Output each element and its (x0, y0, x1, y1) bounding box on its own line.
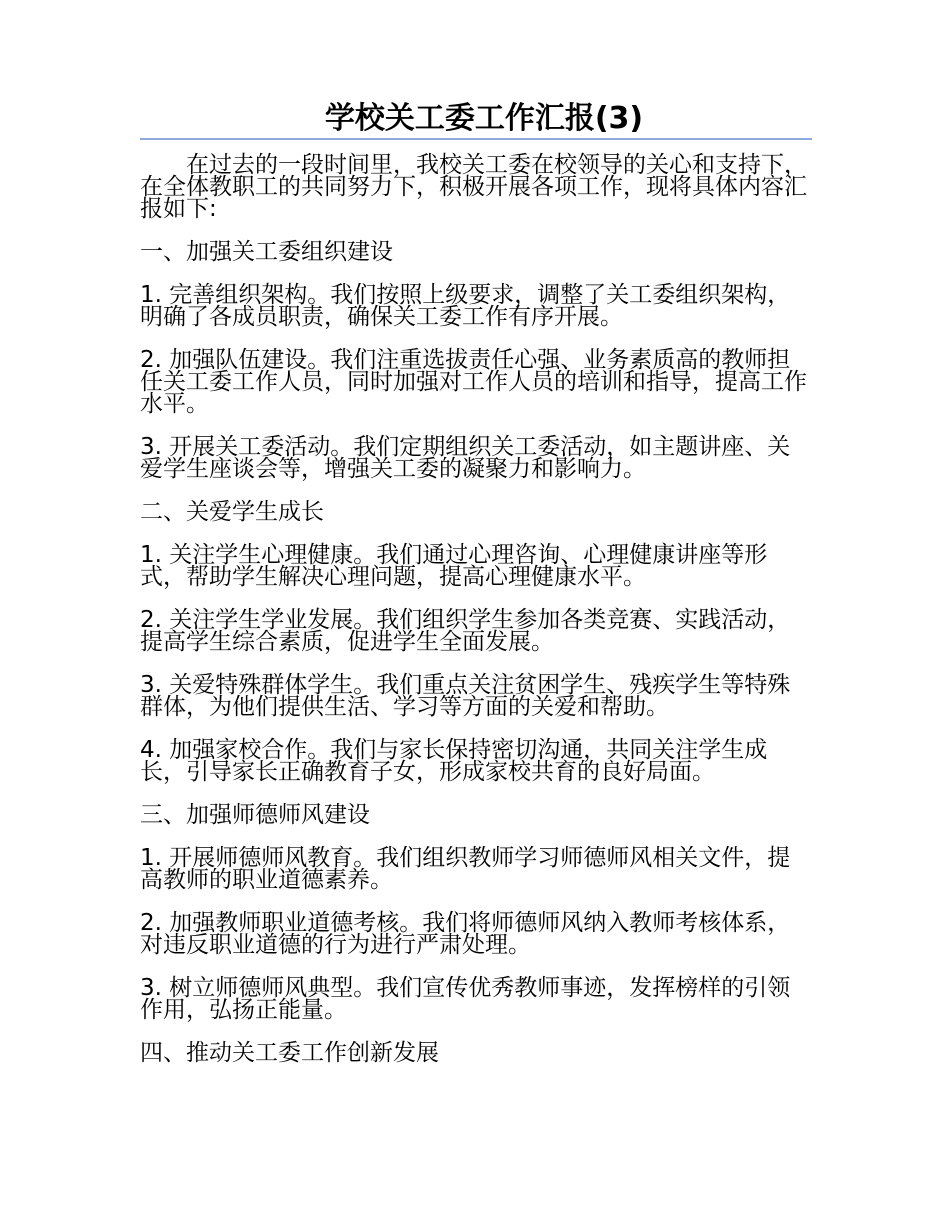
document-page (140, 100, 812, 1085)
section-heading-1: 一、加强关工委组织建设 (140, 239, 393, 265)
section-3-item-1: 1. 开展师德师风教育。我们组织教师学习师德师风相关文件，提高教师的职业道德素养。 (140, 845, 791, 893)
section-1-item-2: 2. 加强队伍建设。我们注重选拔责任心强、业务素质高的教师担任关工委工作人员，同时加强对工作人员的培训和指导，提高工作水平。 (140, 347, 807, 417)
section-2-item-1: 1. 关注学生心理健康。我们通过心理咨询、心理健康讲座等形式，帮助学生解决心理问题，提高心理健康水平。 (140, 542, 768, 590)
title-underline (140, 138, 812, 140)
section-3-item-2: 2. 加强教师职业道德考核。我们将师德师风纳入教师考核体系，对违反职业道德的行为进行严肃处理。 (140, 910, 791, 958)
section-2-item-2: 2. 关注学生学业发展。我们组织学生参加各类竞赛、实践活动，提高学生综合素质，促进学生全面发展。 (140, 607, 791, 655)
intro-paragraph: 在过去的一段时间里，我校关工委在校领导的关心和支持下，在全体教职工的共同努力下，积极开展各项工作，现将具体内容汇报如下: (140, 152, 807, 222)
section-heading-4: 四、推动关工委工作创新发展 (140, 1040, 439, 1066)
section-3-item-3: 3. 树立师德师风典型。我们宣传优秀教师事迹，发挥榜样的引领作用，弘扬正能量。 (140, 975, 791, 1023)
document-title: 学校关工委工作汇报(3) (324, 101, 644, 136)
section-heading-2: 二、关爱学生成长 (140, 499, 324, 525)
section-1-item-1: 1. 完善组织架构。我们按照上级要求，调整了关工委组织架构，明确了各成员职责，确保关工委工作有序开展。 (140, 282, 791, 330)
section-2-item-3: 3. 关爱特殊群体学生。我们重点关注贫困学生、残疾学生等特殊群体，为他们提供生活、学习等方面的关爱和帮助。 (140, 672, 791, 720)
section-2-item-4: 4. 加强家校合作。我们与家长保持密切沟通，共同关注学生成长，引导家长正确教育子女，形成家校共育的良好局面。 (140, 737, 768, 785)
section-1-item-3: 3. 开展关工委活动。我们定期组织关工委活动，如主题讲座、关爱学生座谈会等，增强关工委的凝聚力和影响力。 (140, 434, 791, 482)
section-heading-3: 三、加强师德师风建设 (140, 802, 370, 828)
